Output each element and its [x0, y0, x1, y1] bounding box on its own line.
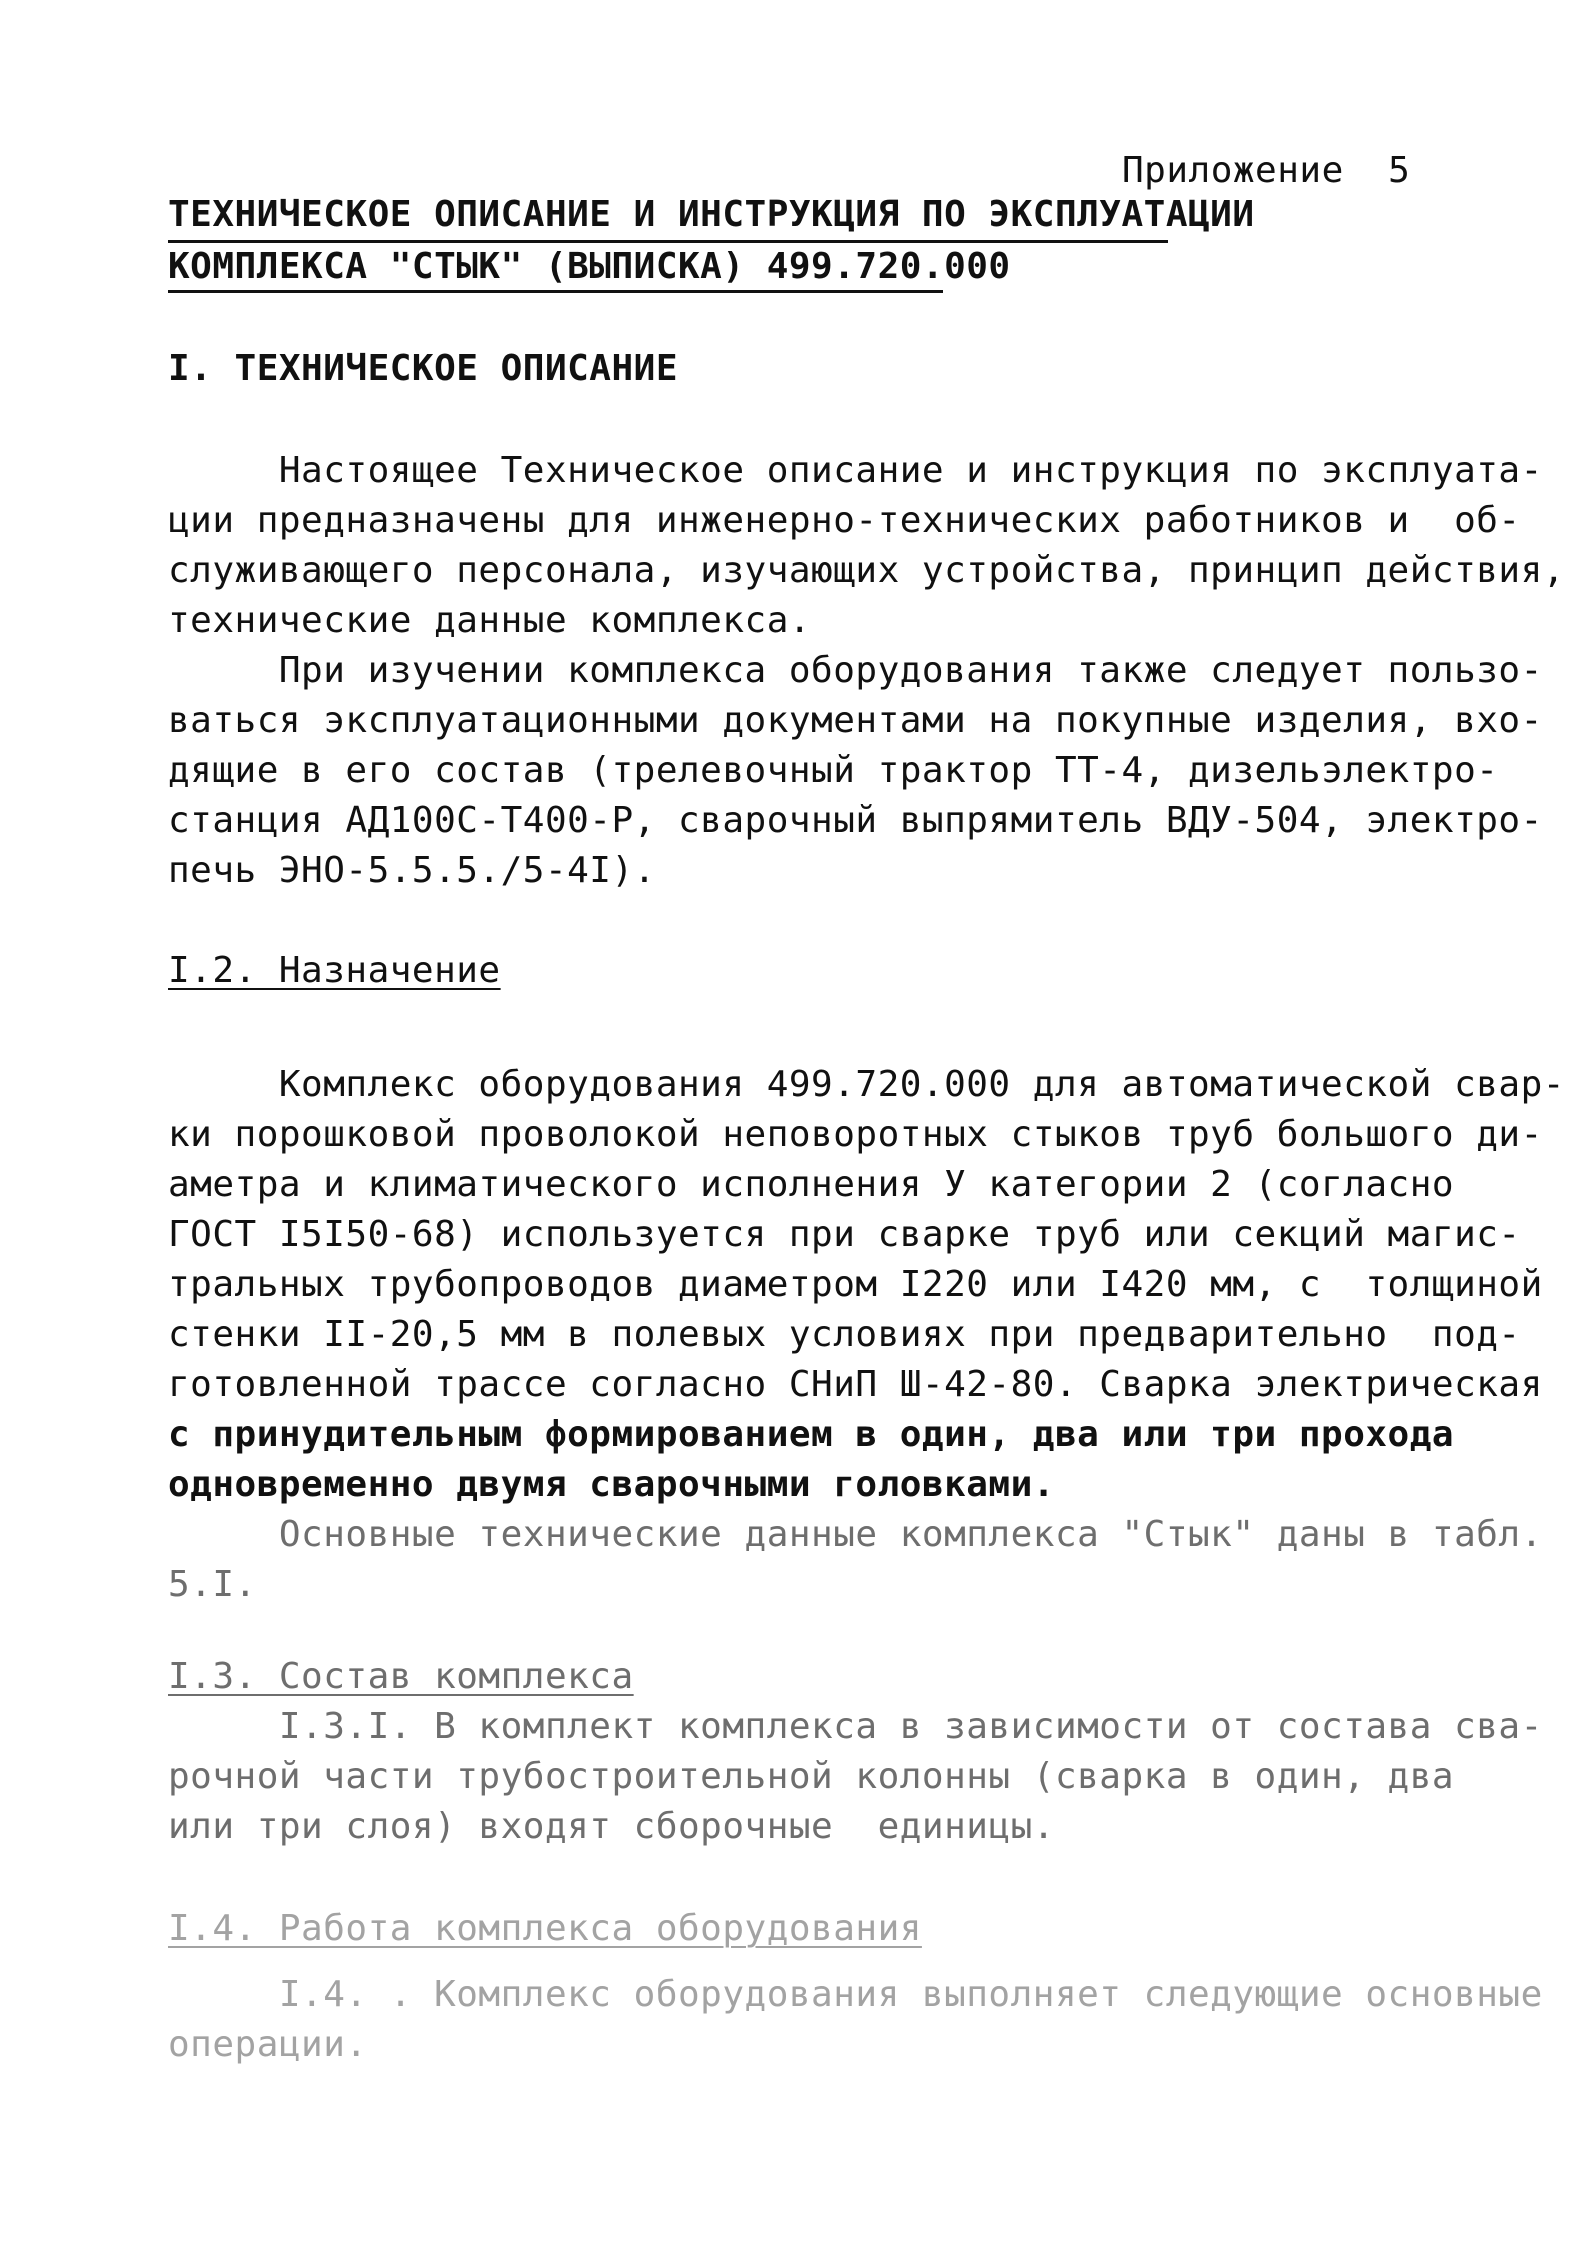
text-line: с принудительным формированием в один, два или три прохода [168, 1414, 1455, 1455]
text-line: дящие в его состав (трелевочный трактор ТТ-4, дизельэлектро- [168, 750, 1499, 791]
text-line: рочной части трубостроительной колонны (сварка в один, два [168, 1756, 1455, 1797]
text-line: готовленной трассе согласно СНиП Ш-42-80. Сварка электрическая [168, 1364, 1543, 1405]
text-line: I.3.I. В комплект комплекса в зависимости от состава сва- [168, 1706, 1543, 1747]
text-line: Настоящее Техническое описание и инструкция по эксплуата- [168, 450, 1543, 491]
document-title-line-2: КОМПЛЕКСА "СТЫК" (ВЫПИСКА) 499.720.000 [168, 246, 1011, 287]
section-heading-purpose: I.2. Назначение [168, 950, 501, 991]
text-line: ваться эксплуатационными документами на покупные изделия, вхо- [168, 700, 1543, 741]
section-heading-composition: I.3. Состав комплекса [168, 1656, 634, 1697]
text-line: стенки II-20,5 мм в полевых условиях при предварительно под- [168, 1314, 1521, 1355]
text-line: ции предназначены для инженерно-технических работников и об- [168, 500, 1521, 541]
text-line: I.4. . Комплекс оборудования выполняет следующие основные [168, 1974, 1543, 2015]
appendix-label: Приложение 5 [1122, 150, 1411, 191]
section-heading-operation: I.4. Работа комплекса оборудования [168, 1908, 922, 1949]
text-line: Основные технические данные комплекса "Стык" даны в табл. [168, 1514, 1543, 1555]
text-line: ки порошковой проволокой неповоротных стыков труб большого ди- [168, 1114, 1543, 1155]
section-heading-technical-description: I. ТЕХНИЧЕСКОЕ ОПИСАНИЕ [168, 348, 678, 389]
document-title-line-1: ТЕХНИЧЕСКОЕ ОПИСАНИЕ И ИНСТРУКЦИЯ ПО ЭКСПЛУАТАЦИИ [168, 194, 1255, 235]
text-line: тральных трубопроводов диаметром I220 или I420 мм, с толщиной [168, 1264, 1543, 1305]
text-line: Комплекс оборудования 499.720.000 для автоматической свар- [168, 1064, 1565, 1105]
text-line: ГОСТ I5I50-68) используется при сварке труб или секций магис- [168, 1214, 1521, 1255]
title-underline-2 [168, 290, 943, 293]
text-line: технические данные комплекса. [168, 600, 812, 641]
text-line: одновременно двумя сварочными головками. [168, 1464, 1055, 1505]
title-underline-1 [168, 240, 1168, 243]
text-line: аметра и климатического исполнения У категории 2 (согласно [168, 1164, 1455, 1205]
text-line: станция АД100С-Т400-Р, сварочный выпрямитель ВДУ-504, электро- [168, 800, 1543, 841]
text-line: печь ЭНО-5.5.5./5-4I). [168, 850, 656, 891]
text-line: 5.I. [168, 1564, 257, 1605]
text-line: При изучении комплекса оборудования также следует пользо- [168, 650, 1543, 691]
text-line: операции. [168, 2024, 368, 2065]
text-line: или три слоя) входят сборочные единицы. [168, 1806, 1055, 1847]
text-line: служивающего персонала, изучающих устройства, принцип действия, [168, 550, 1565, 591]
